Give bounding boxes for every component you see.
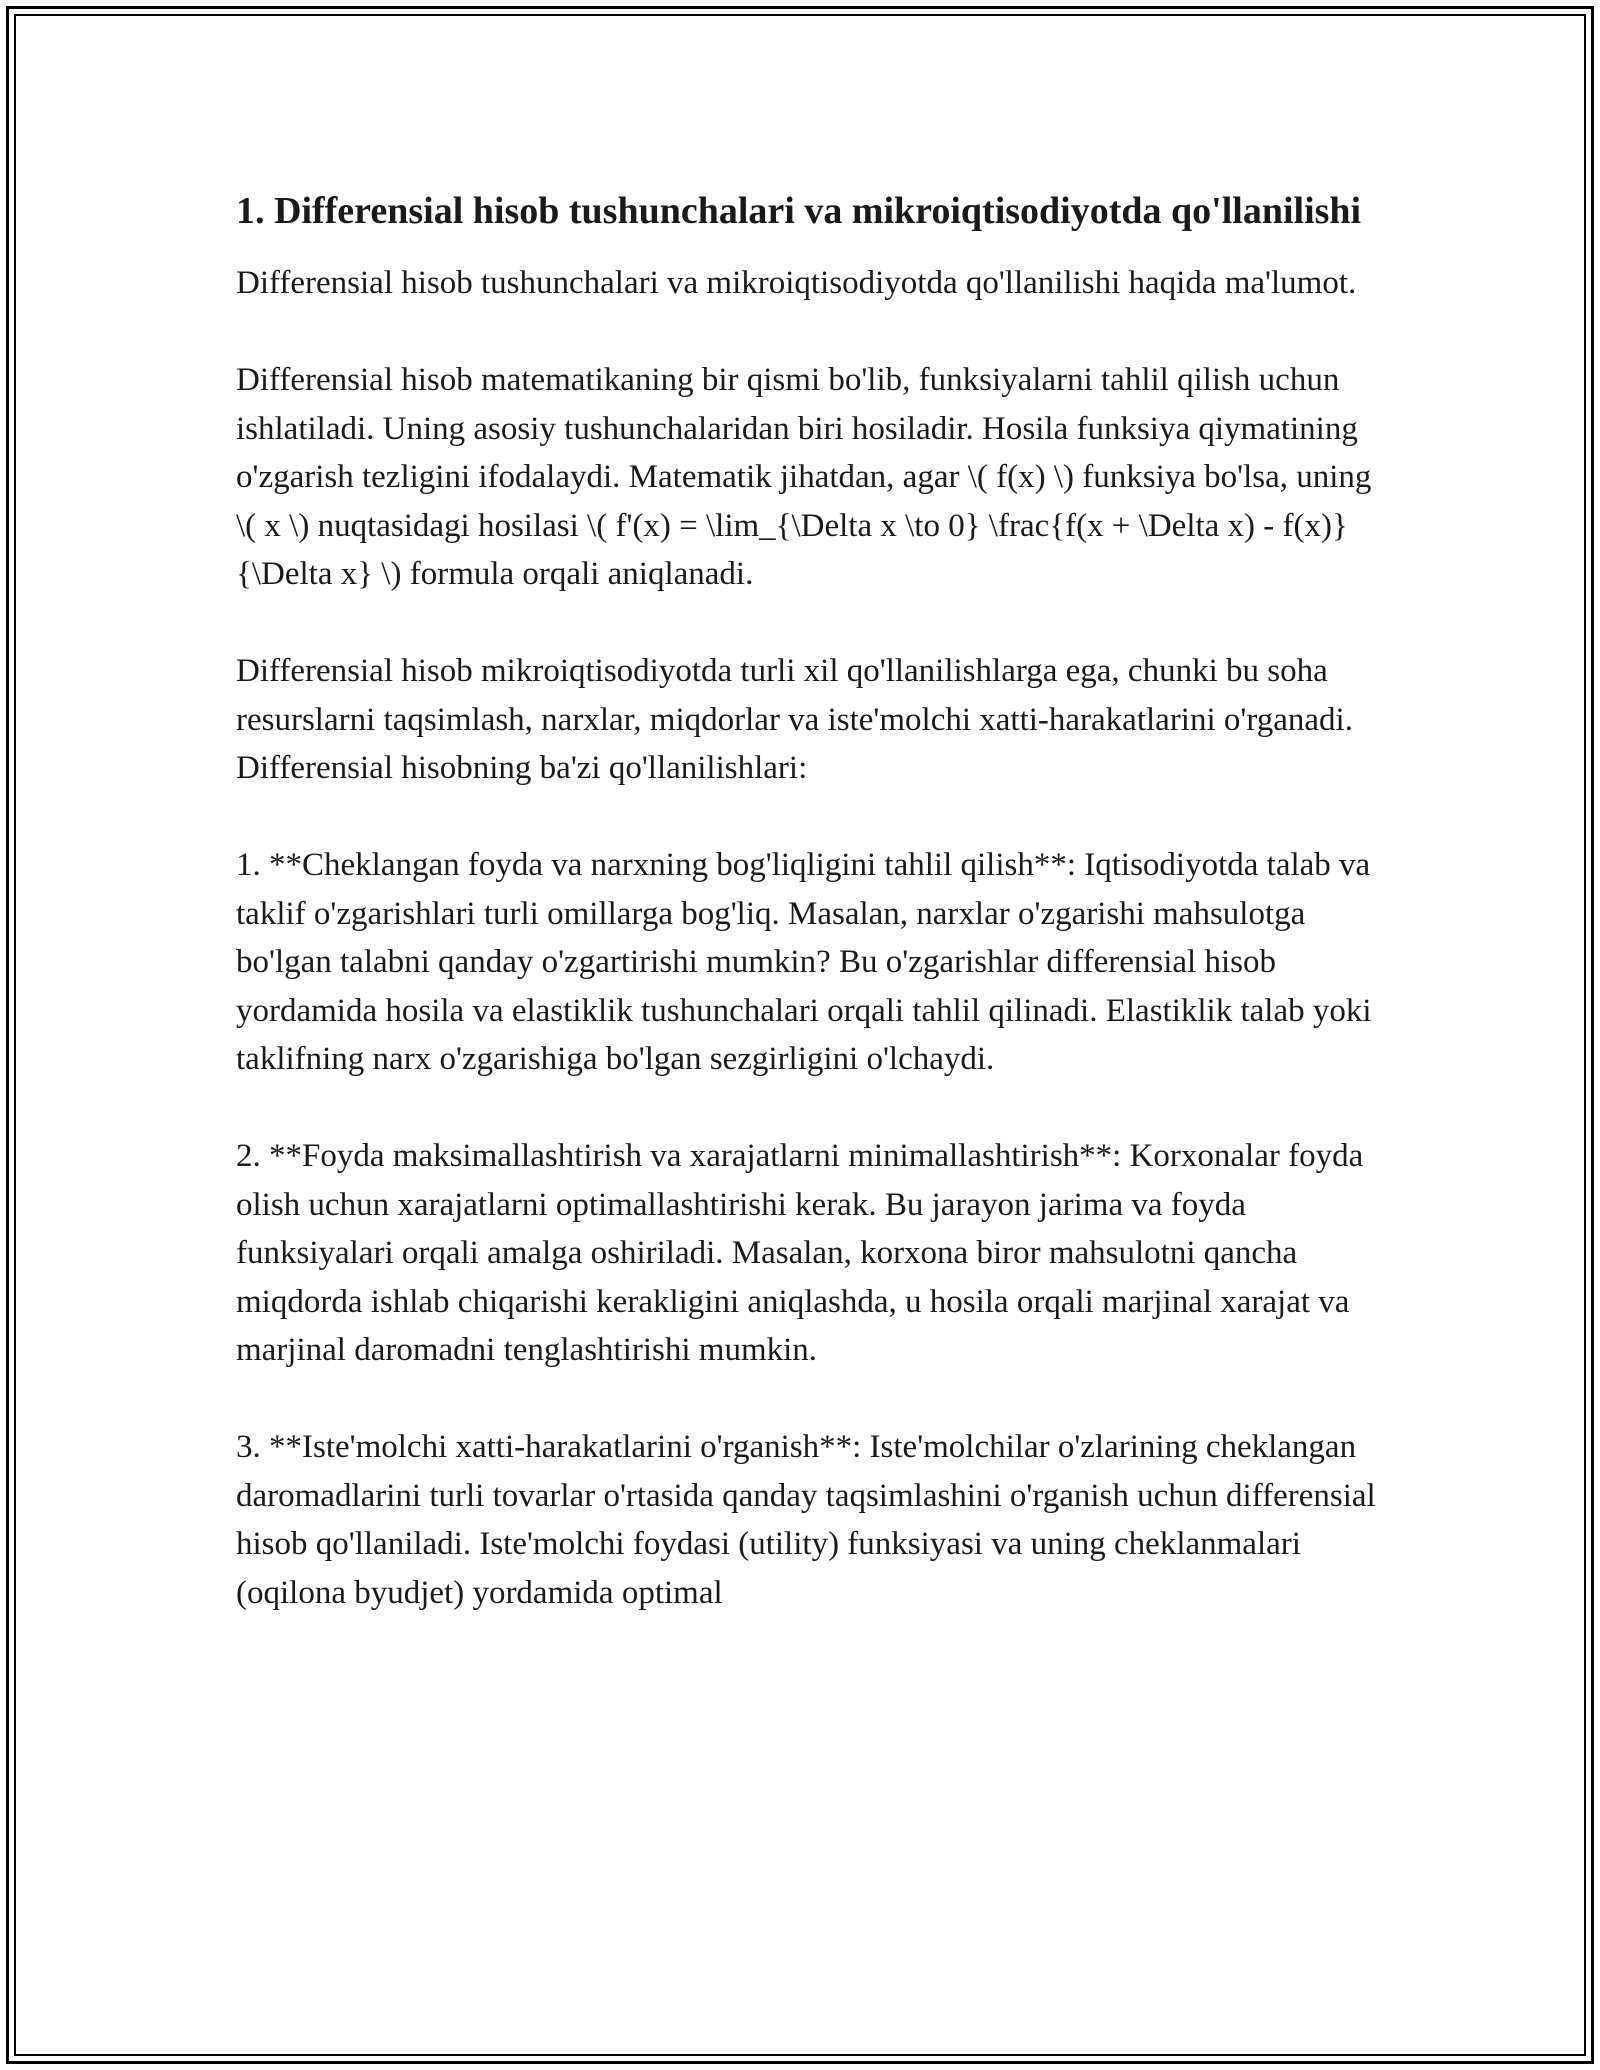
document-title: 1. Differensial hisob tushunchalari va mikroiqtisodiyotda qo'llanilishi <box>236 190 1362 232</box>
list-item-2: 2. **Foyda maksimallashtirish va xarajatlarni minimallashtirish**: Korxonalar foyda olish uchun xarajatlarni optimallashtirishi kerak. Bu jarayon jarima va foyda funksiyalari orqali amalga oshiriladi. Masalan, korxona biror mahsulotni qancha miqdorda ishlab chiqarishi kerakligini aniqlashda, u hosila orqali marjinal xarajat va marjinal daromadni tenglashtirishi mumkin. <box>236 1138 1364 1368</box>
applications-paragraph: Differensial hisob mikroiqtisodiyotda turli xil qo'llanilishlarga ega, chunki bu soha resurslarni taqsimlash, narxlar, miqdorlar va iste'molchi xatti-harakatlarini o'rganadi. Differensial hisobning ba'zi qo'llanilishlari: <box>236 653 1353 786</box>
list-item-1: 1. **Cheklangan foyda va narxning bog'liqligini tahlil qilish**: Iqtisodiyotda talab va taklif o'zgarishlari turli omillarga bog'liq. Masalan, narxlar o'zgarishi mahsulotga bo'lgan talabni qanday o'zgartirishi mumkin? Bu o'zgarishlar differensial hisob yordamida hosila va elastiklik tushunchalari orqali tahlil qilinadi. Elastiklik talab yoki taklifning narx o'zgarishiga bo'lgan sezgirligini o'lchaydi. <box>236 847 1372 1077</box>
intro-paragraph: Differensial hisob tushunchalari va mikroiqtisodiyotda qo'llanilishi haqida ma'lumot. <box>236 265 1357 301</box>
document-body <box>236 184 1376 1666</box>
list-item-3: 3. **Iste'molchi xatti-harakatlarini o'rganish**: Iste'molchilar o'zlarining cheklangan daromadlarini turli tovarlar o'rtasida qanday taqsimlashini o'rganish uchun differensial hisob qo'llaniladi. Iste'molchi foydasi (utility) funksiyasi va uning cheklanmalari (oqilona byudjet) yordamida optimal <box>236 1429 1376 1611</box>
definition-paragraph: Differensial hisob matematikaning bir qismi bo'lib, funksiyalarni tahlil qilish uchun ishlatiladi. Uning asosiy tushunchalaridan biri hosiladir. Hosila funksiya qiymatining o'zgarish tezligini ifodalaydi. Matematik jihatdan, agar \( f(x) \) funksiya bo'lsa, uning \( x \) nuqtasidagi hosilasi \( f'(x) = \lim_{\Delta x \to 0} \frac{f(x + \Delta x) - f(x)}{\Delta x} \) formula orqali aniqlanadi. <box>236 362 1372 592</box>
